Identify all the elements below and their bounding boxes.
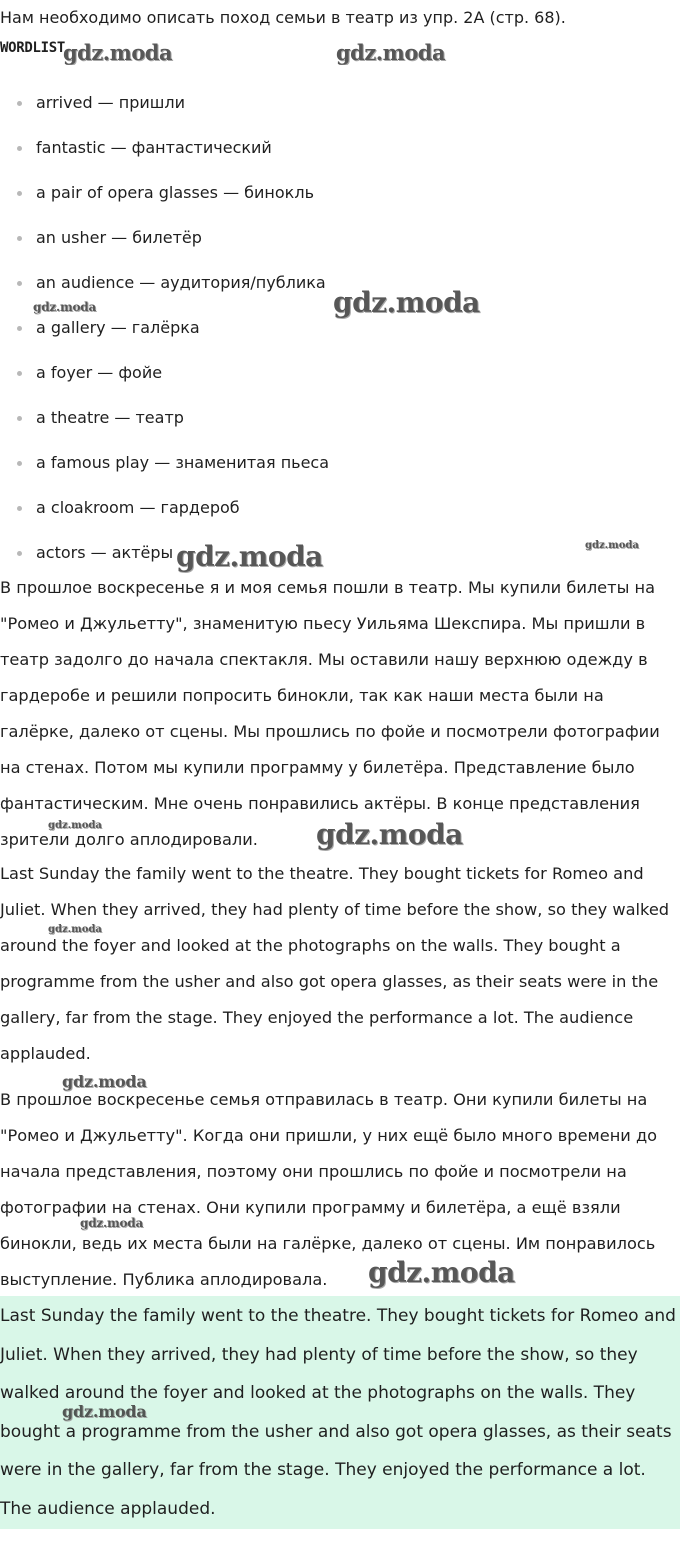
- english-summary-paragraph: Last Sunday the family went to the theatre. They bought tickets for Romeo and Juliet. When they arrived, they had plenty of time before the show, so they walked around the foyer and looked at the photographs on the walls. They bought a programme from the usher and also got opera glasses, as their seats were in the gallery, far from the stage. They enjoyed the performance a lot. The audience applauded.: [0, 864, 670, 1063]
- bullet-icon: [17, 416, 22, 421]
- list-item: [0, 215, 680, 260]
- watermark: gdz.moda: [80, 1216, 144, 1230]
- word-entry: a pair of opera glasses — бинокль: [36, 183, 314, 202]
- list-item: [0, 80, 680, 125]
- bullet-icon: [17, 281, 22, 286]
- watermark: gdz.moda: [62, 1072, 147, 1091]
- bullet-icon: [17, 371, 22, 376]
- word-entry: an audience — аудитория/публика: [36, 273, 326, 292]
- bullet-icon: [17, 326, 22, 331]
- watermark: gdz.moda: [62, 1402, 147, 1421]
- russian-translation-paragraph: В прошлое воскресенье семья отправилась в театр. Они купили билеты на "Ромео и Джульетту". Когда они пришли, у них ещё было много времени до начала представления, поэтому они прошлись по фойе и посмотрели на фотографии на стенах. Они купили программу и билетёра, а ещё взяли бинокли, ведь их места были на галёрке, далеко от сцены. Им понравилось выступление. Публика аплодировала.: [0, 1090, 658, 1289]
- word-entry: actors — актёры: [36, 543, 174, 562]
- list-item: [0, 350, 680, 395]
- word-entry: fantastic — фантастический: [36, 138, 272, 157]
- list-item: [0, 530, 680, 575]
- list-item: [0, 395, 680, 440]
- bullet-icon: [17, 146, 22, 151]
- word-entry: arrived — пришли: [36, 93, 186, 112]
- watermark: gdz.moda: [48, 924, 102, 935]
- watermark: gdz.moda: [585, 540, 639, 551]
- watermark: gdz.moda: [176, 540, 323, 573]
- watermark: gdz.moda: [336, 40, 446, 65]
- wordlist: [0, 80, 680, 575]
- intro-text: Нам необходимо описать поход семьи в театр из упр. 2А (стр. 68).: [0, 8, 566, 27]
- watermark: gdz.moda: [333, 286, 480, 319]
- word-entry: an usher — билетёр: [36, 228, 202, 247]
- list-item: [0, 260, 680, 305]
- list-item: [0, 305, 680, 350]
- list-item: [0, 440, 680, 485]
- wordlist-title: WORDLIST: [0, 40, 66, 56]
- bullet-icon: [17, 461, 22, 466]
- list-item: [0, 485, 680, 530]
- watermark: gdz.moda: [33, 300, 97, 314]
- bullet-icon: [17, 191, 22, 196]
- word-entry: a famous play — знаменитая пьеса: [36, 453, 330, 472]
- watermark: gdz.moda: [316, 818, 463, 851]
- list-item: [0, 170, 680, 215]
- bullet-icon: [17, 101, 22, 106]
- watermark: gdz.moda: [48, 820, 102, 831]
- bullet-icon: [17, 551, 22, 556]
- watermark: gdz.moda: [63, 40, 173, 65]
- bullet-icon: [17, 236, 22, 241]
- word-entry: a cloakroom — гардероб: [36, 498, 240, 517]
- russian-story-paragraph: В прошлое воскресенье я и моя семья пошли в театр. Мы купили билеты на "Ромео и Джульетту", знаменитую пьесу Уильяма Шекспира. Мы пришли в театр задолго до начала спектакля. Мы оставили нашу верхнюю одежду в гардеробе и решили попросить бинокли, так как наши места были на галёрке, далеко от сцены. Мы прошлись по фойе и посмотрели фотографии на стенах. Потом мы купили программу у билетёра. Представление было фантастическим. Мне очень понравились актёры. В конце представления зрители долго аплодировали.: [0, 578, 660, 849]
- bullet-icon: [17, 506, 22, 511]
- word-entry: a gallery — галёрка: [36, 318, 200, 337]
- watermark: gdz.moda: [368, 1256, 515, 1289]
- word-entry: a foyer — фойе: [36, 363, 163, 382]
- word-entry: a theatre — театр: [36, 408, 184, 427]
- highlighted-english-paragraph: Last Sunday the family went to the theatre. They bought tickets for Romeo and Juliet. When they arrived, they had plenty of time before the show, so they walked around the foyer and looked at the photographs on the walls. They bought a programme from the usher and also got opera glasses, as their seats were in the gallery, far from the stage. They enjoyed the performance a lot. The audience applauded.: [0, 1296, 680, 1529]
- list-item: [0, 125, 680, 170]
